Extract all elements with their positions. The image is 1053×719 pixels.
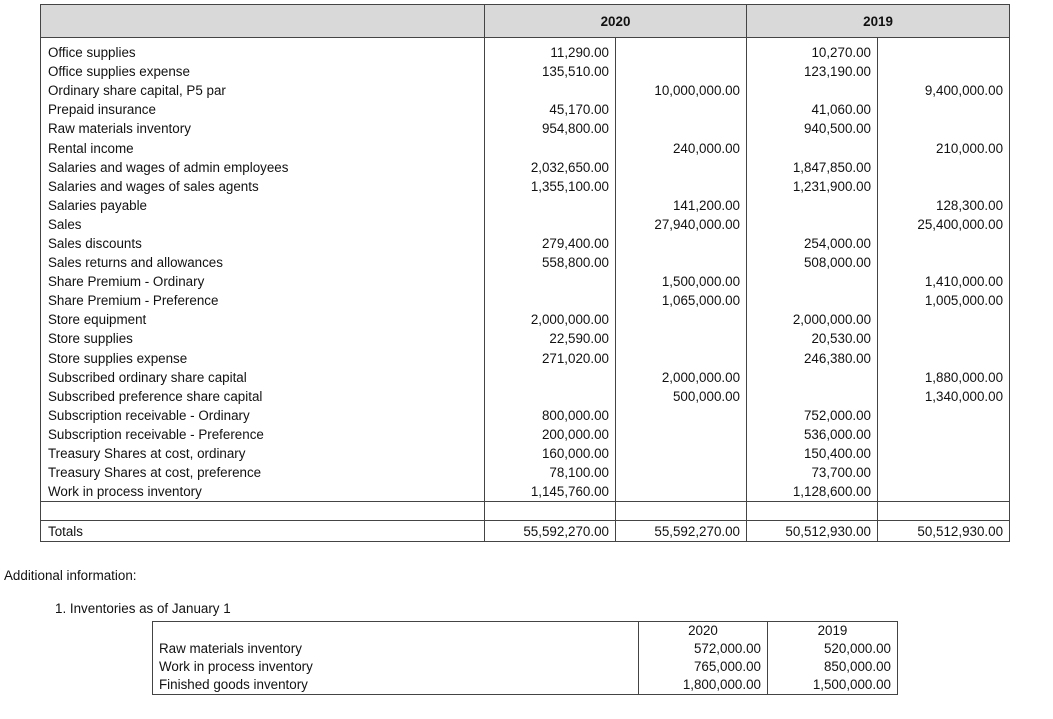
debit-2019 — [747, 291, 878, 310]
trial-balance-header — [41, 5, 1010, 38]
debit-2020: 558,800.00 — [485, 253, 616, 272]
inventory-name: Finished goods inventory — [153, 676, 639, 695]
credit-2019 — [878, 177, 1010, 196]
debit-2020 — [485, 272, 616, 291]
account-name: Salaries and wages of admin employees — [41, 158, 485, 177]
credit-2020 — [616, 406, 747, 425]
account-name: Subscribed preference share capital — [41, 387, 485, 406]
debit-2020: 22,590.00 — [485, 329, 616, 348]
debit-2020 — [485, 387, 616, 406]
table-row — [41, 368, 1010, 387]
inventory-2019: 850,000.00 — [768, 658, 898, 676]
table-row — [41, 349, 1010, 368]
table-row — [41, 425, 1010, 444]
additional-info-title: Additional information: — [4, 568, 137, 583]
credit-2020 — [616, 425, 747, 444]
debit-2019: 1,847,850.00 — [747, 158, 878, 177]
debit-2020 — [485, 368, 616, 387]
totals-label: Totals — [41, 521, 485, 542]
credit-2019 — [878, 406, 1010, 425]
totals-debit-2019: 50,512,930.00 — [747, 521, 878, 542]
table-row — [41, 158, 1010, 177]
header-account — [41, 5, 485, 38]
totals-credit-2019: 50,512,930.00 — [878, 521, 1010, 542]
trial-balance-table — [40, 4, 1010, 542]
totals-credit-2020: 55,592,270.00 — [616, 521, 747, 542]
debit-2020 — [485, 291, 616, 310]
debit-2020: 2,000,000.00 — [485, 310, 616, 329]
account-name: Sales — [41, 215, 485, 234]
credit-2019 — [878, 425, 1010, 444]
table-row — [41, 406, 1010, 425]
credit-2020 — [616, 329, 747, 348]
totals-debit-2020: 55,592,270.00 — [485, 521, 616, 542]
debit-2020: 279,400.00 — [485, 234, 616, 253]
debit-2020 — [485, 138, 616, 157]
inv-header-2020: 2020 — [639, 622, 768, 641]
inventory-name: Work in process inventory — [153, 658, 639, 676]
credit-2020: 240,000.00 — [616, 138, 747, 157]
inventory-name: Raw materials inventory — [153, 640, 639, 658]
credit-2019: 1,880,000.00 — [878, 368, 1010, 387]
inventory-2020: 572,000.00 — [639, 640, 768, 658]
inventory-2019: 520,000.00 — [768, 640, 898, 658]
account-name: Salaries and wages of sales agents — [41, 177, 485, 196]
account-name: Treasury Shares at cost, ordinary — [41, 444, 485, 463]
table-row — [41, 444, 1010, 463]
credit-2019 — [878, 38, 1010, 63]
debit-2019: 10,270.00 — [747, 38, 878, 63]
debit-2020: 1,145,760.00 — [485, 482, 616, 502]
account-name: Subscribed ordinary share capital — [41, 368, 485, 387]
debit-2019: 508,000.00 — [747, 253, 878, 272]
table-row — [41, 38, 1010, 63]
credit-2019 — [878, 329, 1010, 348]
credit-2019 — [878, 482, 1010, 502]
credit-2020 — [616, 100, 747, 119]
account-name: Raw materials inventory — [41, 119, 485, 138]
debit-2020: 2,032,650.00 — [485, 158, 616, 177]
table-row — [41, 253, 1010, 272]
debit-2019 — [747, 368, 878, 387]
debit-2019 — [747, 138, 878, 157]
table-row — [41, 463, 1010, 482]
debit-2020: 11,290.00 — [485, 38, 616, 63]
credit-2020 — [616, 234, 747, 253]
table-row — [41, 329, 1010, 348]
table-row — [41, 215, 1010, 234]
totals-row — [41, 521, 1010, 542]
inventory-row — [153, 676, 898, 695]
debit-2020: 45,170.00 — [485, 100, 616, 119]
account-name: Share Premium - Ordinary — [41, 272, 485, 291]
credit-2020: 10,000,000.00 — [616, 81, 747, 100]
debit-2019: 123,190.00 — [747, 62, 878, 81]
inventory-row — [153, 640, 898, 658]
account-name: Office supplies — [41, 38, 485, 63]
credit-2020 — [616, 158, 747, 177]
inventory-2020: 765,000.00 — [639, 658, 768, 676]
credit-2019 — [878, 234, 1010, 253]
inventories-table — [152, 621, 898, 695]
account-name: Store equipment — [41, 310, 485, 329]
credit-2020 — [616, 482, 747, 502]
debit-2019: 536,000.00 — [747, 425, 878, 444]
account-name: Store supplies expense — [41, 349, 485, 368]
debit-2019 — [747, 215, 878, 234]
inventories-header — [153, 622, 898, 641]
credit-2019: 128,300.00 — [878, 196, 1010, 215]
debit-2020: 800,000.00 — [485, 406, 616, 425]
credit-2020 — [616, 463, 747, 482]
credit-2019: 1,340,000.00 — [878, 387, 1010, 406]
table-row — [41, 387, 1010, 406]
debit-2019: 246,380.00 — [747, 349, 878, 368]
debit-2019: 254,000.00 — [747, 234, 878, 253]
debit-2020 — [485, 215, 616, 234]
debit-2020: 954,800.00 — [485, 119, 616, 138]
debit-2019: 150,400.00 — [747, 444, 878, 463]
account-name: Subscription receivable - Ordinary — [41, 406, 485, 425]
credit-2019 — [878, 349, 1010, 368]
debit-2019 — [747, 387, 878, 406]
debit-2020: 160,000.00 — [485, 444, 616, 463]
debit-2020 — [485, 81, 616, 100]
credit-2020: 1,065,000.00 — [616, 291, 747, 310]
table-row — [41, 81, 1010, 100]
table-row — [41, 272, 1010, 291]
credit-2019 — [878, 463, 1010, 482]
credit-2019: 9,400,000.00 — [878, 81, 1010, 100]
inv-header-2019: 2019 — [768, 622, 898, 641]
debit-2019 — [747, 272, 878, 291]
additional-info-item-1: 1. Inventories as of January 1 — [55, 601, 231, 616]
account-name: Treasury Shares at cost, preference — [41, 463, 485, 482]
credit-2019 — [878, 444, 1010, 463]
debit-2020: 200,000.00 — [485, 425, 616, 444]
inventory-2020: 1,800,000.00 — [639, 676, 768, 695]
account-name: Store supplies — [41, 329, 485, 348]
credit-2019: 25,400,000.00 — [878, 215, 1010, 234]
credit-2020: 500,000.00 — [616, 387, 747, 406]
debit-2019: 41,060.00 — [747, 100, 878, 119]
credit-2020: 1,500,000.00 — [616, 272, 747, 291]
debit-2019: 752,000.00 — [747, 406, 878, 425]
table-row — [41, 196, 1010, 215]
header-year-2019: 2019 — [747, 5, 1010, 38]
debit-2020: 135,510.00 — [485, 62, 616, 81]
credit-2020: 141,200.00 — [616, 196, 747, 215]
debit-2019: 20,530.00 — [747, 329, 878, 348]
account-name: Work in process inventory — [41, 482, 485, 502]
debit-2019 — [747, 196, 878, 215]
credit-2019: 1,410,000.00 — [878, 272, 1010, 291]
credit-2019 — [878, 100, 1010, 119]
table-row — [41, 62, 1010, 81]
account-name: Ordinary share capital, P5 par — [41, 81, 485, 100]
credit-2020 — [616, 62, 747, 81]
account-name: Office supplies expense — [41, 62, 485, 81]
trial-balance-body — [41, 38, 1010, 502]
credit-2020 — [616, 38, 747, 63]
credit-2019: 210,000.00 — [878, 138, 1010, 157]
table-row — [41, 138, 1010, 157]
inventory-row — [153, 658, 898, 676]
credit-2019 — [878, 62, 1010, 81]
account-name: Subscription receivable - Preference — [41, 425, 485, 444]
table-row — [41, 100, 1010, 119]
debit-2019: 2,000,000.00 — [747, 310, 878, 329]
debit-2020: 271,020.00 — [485, 349, 616, 368]
account-name: Sales returns and allowances — [41, 253, 485, 272]
credit-2020 — [616, 444, 747, 463]
table-row — [41, 291, 1010, 310]
account-name: Prepaid insurance — [41, 100, 485, 119]
debit-2019: 1,128,600.00 — [747, 482, 878, 502]
spacer-row — [41, 502, 1010, 521]
debit-2020 — [485, 196, 616, 215]
table-row — [41, 310, 1010, 329]
credit-2020 — [616, 310, 747, 329]
table-row — [41, 119, 1010, 138]
credit-2020: 27,940,000.00 — [616, 215, 747, 234]
credit-2019: 1,005,000.00 — [878, 291, 1010, 310]
account-name: Share Premium - Preference — [41, 291, 485, 310]
header-year-2020: 2020 — [485, 5, 747, 38]
debit-2020: 1,355,100.00 — [485, 177, 616, 196]
table-row — [41, 482, 1010, 502]
debit-2019: 1,231,900.00 — [747, 177, 878, 196]
credit-2020: 2,000,000.00 — [616, 368, 747, 387]
table-row — [41, 177, 1010, 196]
credit-2019 — [878, 253, 1010, 272]
inventory-2019: 1,500,000.00 — [768, 676, 898, 695]
debit-2020: 78,100.00 — [485, 463, 616, 482]
account-name: Sales discounts — [41, 234, 485, 253]
credit-2020 — [616, 119, 747, 138]
credit-2020 — [616, 253, 747, 272]
credit-2020 — [616, 349, 747, 368]
credit-2019 — [878, 310, 1010, 329]
credit-2019 — [878, 119, 1010, 138]
credit-2020 — [616, 177, 747, 196]
debit-2019 — [747, 81, 878, 100]
table-row — [41, 234, 1010, 253]
debit-2019: 73,700.00 — [747, 463, 878, 482]
account-name: Rental income — [41, 138, 485, 157]
debit-2019: 940,500.00 — [747, 119, 878, 138]
credit-2019 — [878, 158, 1010, 177]
account-name: Salaries payable — [41, 196, 485, 215]
